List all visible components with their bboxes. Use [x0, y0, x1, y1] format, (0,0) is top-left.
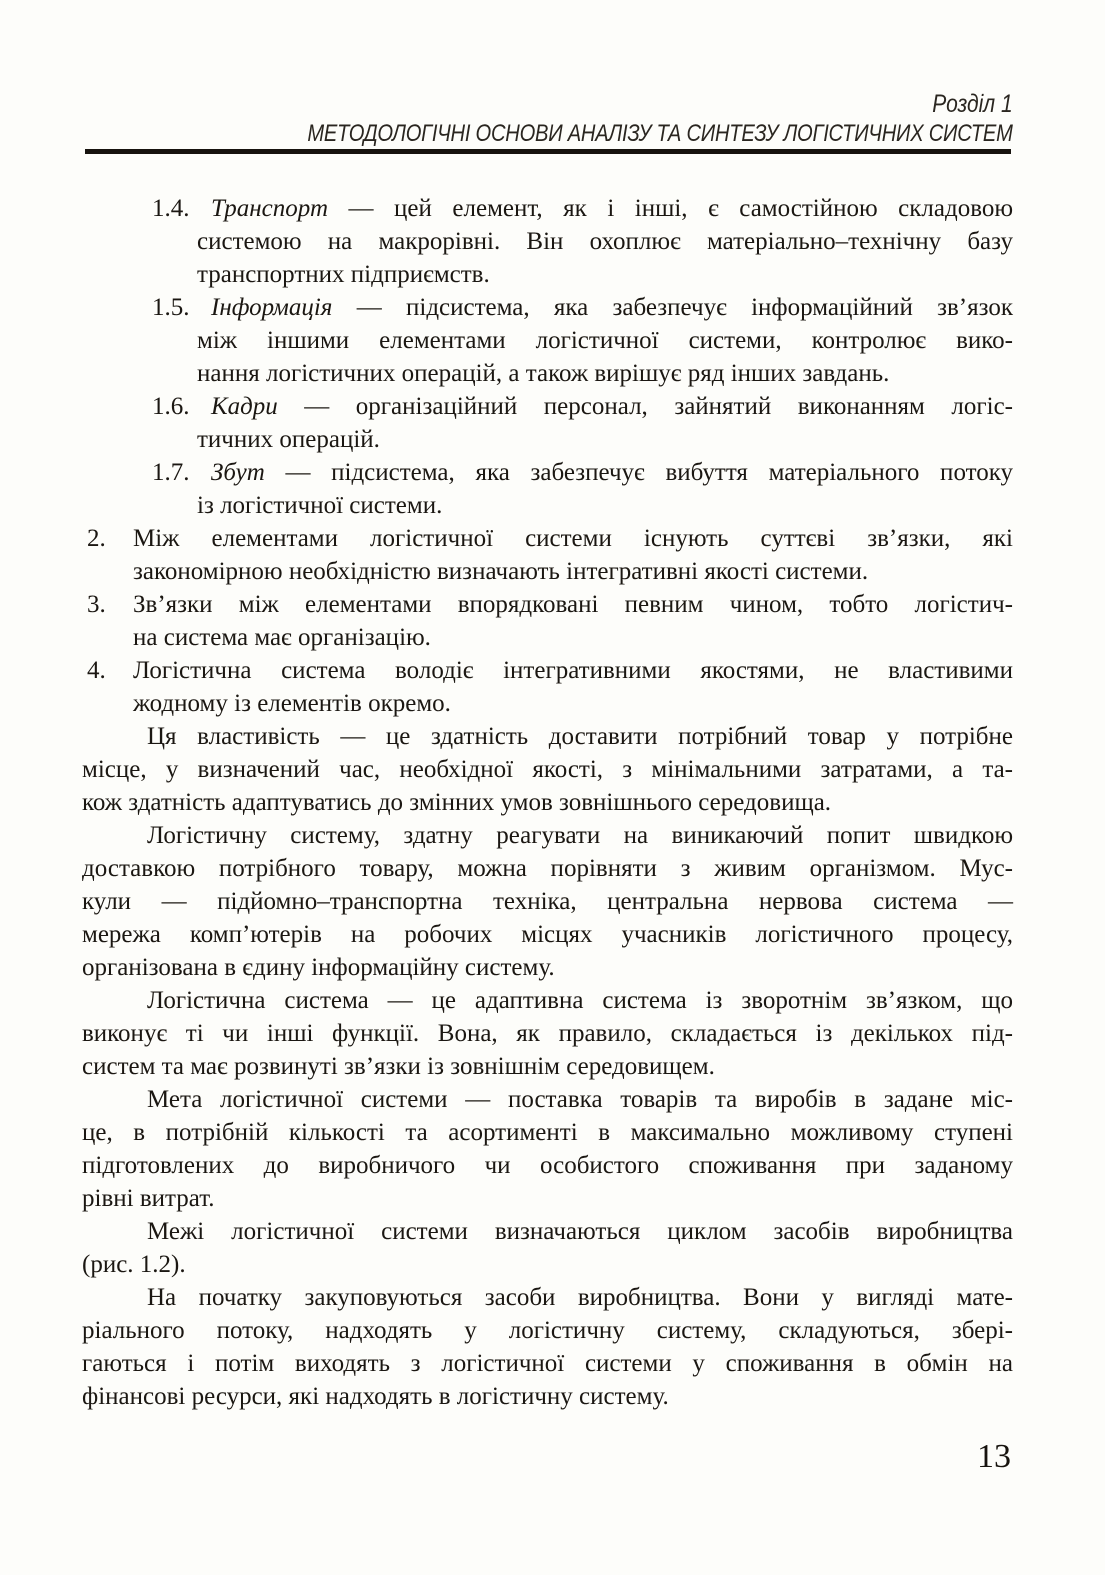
list-item-2 — [82, 522, 1013, 588]
text-line: між іншими елементами логістичної системи, контролює вико- — [197, 327, 1013, 354]
page-number: 13 — [977, 1438, 1011, 1475]
text-line: на система має організацію. — [133, 624, 431, 651]
text-line: На початку закуповуються засоби виробництва. Вони у вигляді мате- — [147, 1284, 1013, 1311]
text-line: систем та має розвинуті зв’язки із зовнішнім середовищем. — [82, 1053, 715, 1080]
text-line: Логістичну систему, здатну реагувати на виникаючий попит швидкою — [147, 822, 1013, 849]
text-line: закономірною необхідністю визначають інтегративні якості системи. — [133, 558, 869, 585]
header-rule — [85, 149, 1011, 154]
item-term: Кадри — [211, 393, 278, 420]
text-line: Інформація — підсистема, яка забезпечує інформаційний зв’язок — [211, 294, 1013, 321]
text-line: ріального потоку, надходять у логістичну систему, складуються, збері- — [82, 1317, 1013, 1344]
text-line: Зв’язки між елементами впорядковані певним чином, тобто логістич- — [133, 591, 1013, 618]
text-line: транспортних підприємств. — [197, 261, 490, 288]
list-item-1-6 — [82, 390, 1013, 456]
text-line: мережа комп’ютерів на робочих місцях учасників логістичного процесу, — [82, 921, 1013, 948]
list-item-1-7 — [82, 456, 1013, 522]
page-body — [82, 192, 1013, 1413]
text-line: (рис. 1.2). — [82, 1251, 186, 1278]
text-line: жодному із елементів окремо. — [133, 690, 451, 717]
text-line: організована в єдину інформаційну систему. — [82, 954, 555, 981]
text-line: Мета логістичної системи — поставка товарів та виробів в задане міс- — [147, 1086, 1013, 1113]
text-line: Збут — підсистема, яка забезпечує вибуття матеріального потоку — [211, 459, 1013, 486]
text-line: Логістична система — це адаптивна система із зворотнім зв’язком, що — [147, 987, 1013, 1014]
text-line: це, в потрібній кількості та асортименті в максимально можливому ступені — [82, 1119, 1013, 1146]
text-line: Ця властивість — це здатність доставити потрібний товар у потрібне — [147, 723, 1013, 750]
chapter-label: Розділ 1 — [932, 90, 1013, 118]
text-line: системою на макрорівні. Він охоплює матеріально–технічну базу — [197, 228, 1013, 255]
text-line: тичних операцій. — [197, 426, 380, 453]
text-line: доставкою потрібного товару, можна порівняти з живим організмом. Мус- — [82, 855, 1013, 882]
list-item-3 — [82, 588, 1013, 654]
text-line: виконує ті чи інші функції. Вона, як правило, складається із декількох під- — [82, 1020, 1013, 1047]
chapter-title: МЕТОДОЛОГІЧНІ ОСНОВИ АНАЛІЗУ ТА СИНТЕЗУ ЛОГІСТИЧНИХ СИСТЕМ — [307, 119, 1013, 147]
paragraph — [82, 819, 1013, 984]
item-number: 1.4. — [152, 195, 190, 222]
paragraph — [82, 720, 1013, 819]
text-line: із логістичної системи. — [197, 492, 443, 519]
item-number: 1.7. — [152, 459, 190, 486]
item-number: 1.5. — [152, 294, 190, 321]
list-item-4 — [82, 654, 1013, 720]
text-line: нання логістичних операцій, а також вирішує ряд інших завдань. — [197, 360, 890, 387]
text-line: фінансові ресурси, які надходять в логістичну систему. — [82, 1383, 669, 1410]
list-item-1-5 — [82, 291, 1013, 390]
text-line: гаються і потім виходять з логістичної системи у споживання в обмін на — [82, 1350, 1013, 1377]
text-line: підготовлених до виробничого чи особистого споживання при заданому — [82, 1152, 1013, 1179]
text-line: Межі логістичної системи визначаються циклом засобів виробництва — [147, 1218, 1013, 1245]
item-term: Інформація — [211, 294, 333, 321]
paragraph — [82, 1215, 1013, 1281]
text-line: місце, у визначений час, необхідної якості, з мінімальними затратами, а та- — [82, 756, 1013, 783]
paragraph — [82, 1281, 1013, 1413]
item-number: 1.6. — [152, 393, 190, 420]
item-number: 2. — [87, 525, 106, 552]
text-line: Транспорт — цей елемент, як і інші, є самостійною складовою — [211, 195, 1013, 222]
paragraph — [82, 984, 1013, 1083]
text-line: рівні витрат. — [82, 1185, 215, 1212]
text-line: Між елементами логістичної системи існують суттєві зв’язки, які — [133, 525, 1013, 552]
text-line: кож здатність адаптуватись до змінних умов зовнішнього середовища. — [82, 789, 832, 816]
item-number: 3. — [87, 591, 106, 618]
item-number: 4. — [87, 657, 106, 684]
text-line: Логістична система володіє інтегративними якостями, не властивими — [133, 657, 1013, 684]
list-item-1-4 — [82, 192, 1013, 291]
item-term: Транспорт — [211, 195, 329, 222]
text-line: кули — підйомно–транспортна техніка, центральна нервова система — — [82, 888, 1013, 915]
paragraph — [82, 1083, 1013, 1215]
text-line: Кадри — організаційний персонал, зайнятий виконанням логіс- — [211, 393, 1013, 420]
page-header — [308, 90, 1013, 148]
item-term: Збут — [211, 459, 265, 486]
